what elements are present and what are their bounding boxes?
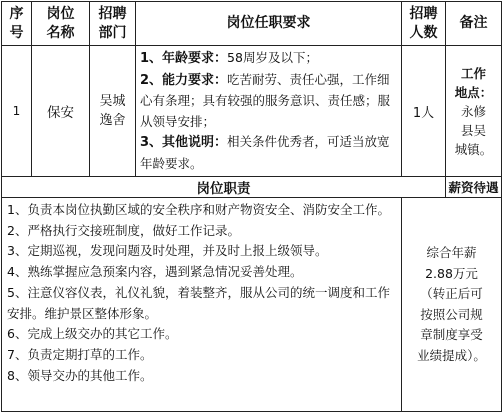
- row-seq: 1: [2, 46, 32, 177]
- duty-item: 4、熟练掌握应急预案内容，遇到紧急情况妥善处理。: [7, 264, 303, 280]
- header-dept: 招聘 部门: [90, 2, 136, 46]
- job-table: [1, 1, 502, 412]
- duties-list: [2, 198, 402, 412]
- header-remarks: 备注: [446, 2, 502, 46]
- duty-item: 5、注意仪容仪表，礼仪礼貌，着装整齐，服从公司的统一调度和工作安排。维护景区整体形象。: [7, 284, 390, 321]
- duty-item: 2、严格执行交接班制度，做好工作记录。: [7, 222, 240, 238]
- job-row: [2, 46, 502, 177]
- duties-row: [2, 198, 502, 412]
- header-count: 招聘 人数: [402, 2, 446, 46]
- header-requirements: 岗位任职要求: [136, 2, 402, 46]
- header-row: [2, 2, 502, 46]
- header-seq: 序 号: [2, 2, 32, 46]
- sub-header-row: [2, 177, 502, 198]
- duty-item: 3、定期巡视，发现问题及时处理，并及时上报上级领导。: [7, 243, 328, 259]
- salary-details: 综合年薪 2.88万元 （转正后可 按照公司规 章制度享受 业绩提成）。: [402, 198, 502, 412]
- row-dept: 吴城 逸舍: [90, 46, 136, 177]
- header-position: 岗位 名称: [32, 2, 90, 46]
- row-requirements: [136, 46, 402, 177]
- row-position: 保安: [32, 46, 90, 177]
- duty-item: 8、领导交办的其他工作。: [7, 367, 153, 383]
- duty-item: 1、负责本岗位执勤区域的安全秩序和财产物资安全、消防安全工作。: [7, 202, 390, 217]
- requirement-age: 1、年龄要求：58周岁及以下；: [140, 50, 318, 66]
- duty-item: 6、完成上级交办的其它工作。: [7, 326, 178, 342]
- requirement-ability: 2、能力要求：吃苦耐劳、责任心强，工作细心有条理；具有较强的服务意识、责任感；服从领导安排；: [140, 71, 391, 129]
- row-count: 1人: [402, 46, 446, 177]
- duties-header: 岗位职责: [2, 177, 446, 198]
- requirement-other: 3、其他说明：相关条件优秀者，可适当放宽年龄要求。: [140, 134, 390, 171]
- duty-item: 7、负责定期打草的工作。: [7, 346, 153, 362]
- row-remarks: 工作 地点： 永修 县吴 城镇。: [446, 46, 502, 177]
- salary-header: 薪资待遇: [446, 177, 502, 198]
